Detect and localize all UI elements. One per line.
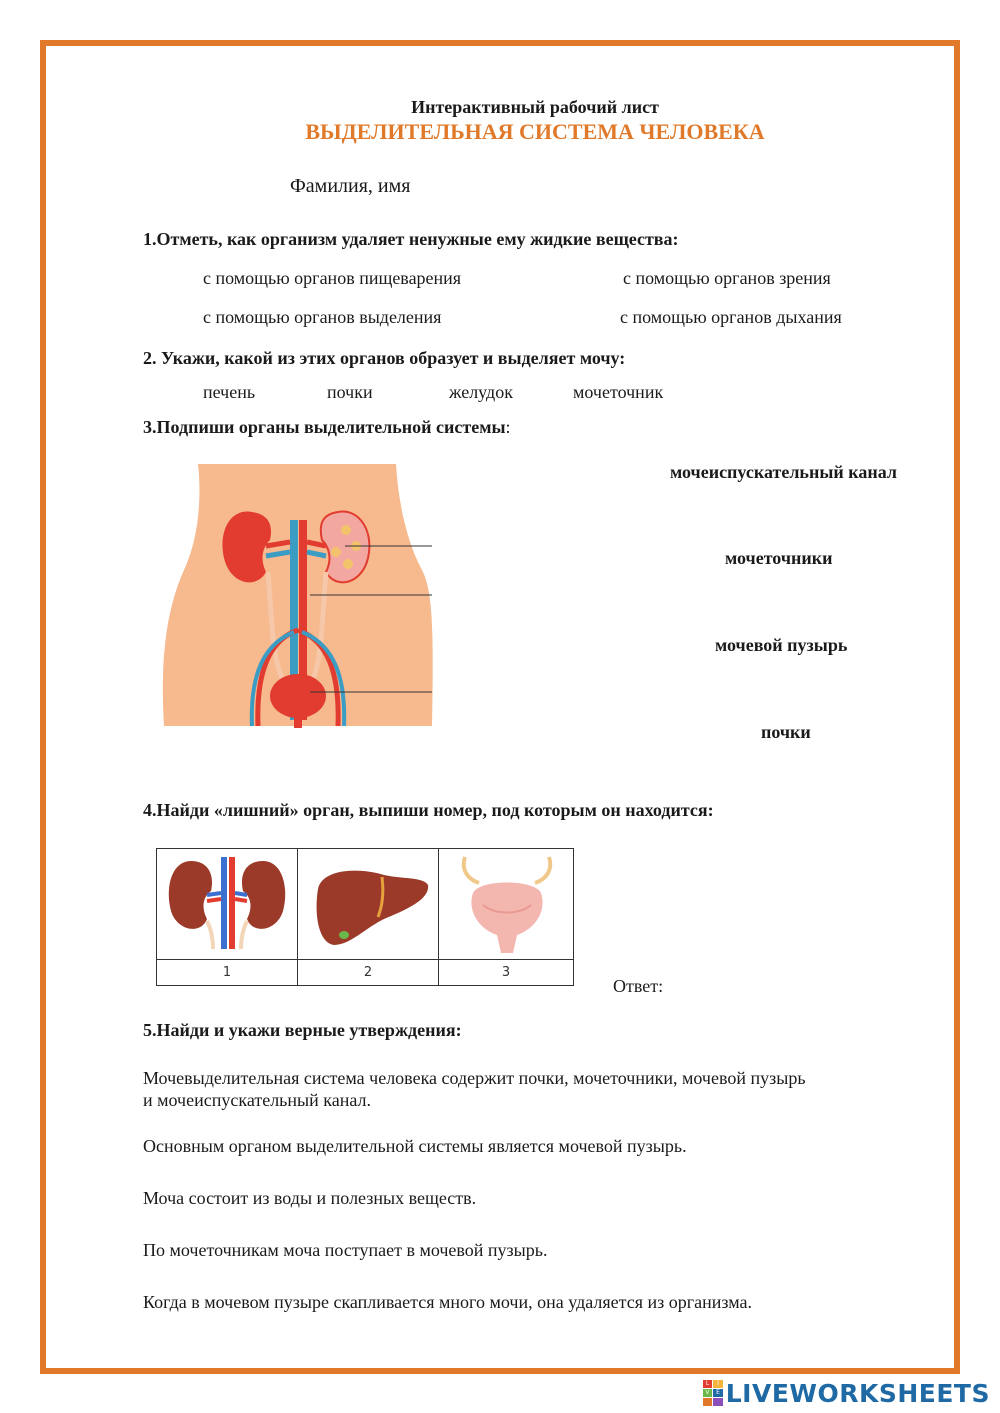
kidneys-image [157, 849, 297, 959]
question-1: 1.Отметь, как организм удаляет ненужные ему жидкие вещества: [143, 229, 679, 249]
organ-cell-liver [298, 849, 439, 959]
statement-5[interactable]: Когда в мочевом пузыре скапливается много мочи, она удаляется из организма. [143, 1292, 752, 1312]
label-urethra[interactable]: мочеиспускательный канал [670, 462, 897, 482]
answer-label: Ответ: [613, 976, 664, 996]
organ-number-row [157, 959, 573, 986]
q1-option-respiration[interactable]: с помощью органов дыхания [620, 307, 842, 327]
q1-option-vision[interactable]: с помощью органов зрения [623, 268, 831, 288]
statement-4[interactable]: По мочеточникам моча поступает в мочевой пузырь. [143, 1240, 548, 1260]
organ-table [156, 848, 574, 986]
q2-option-stomach[interactable]: желудок [449, 382, 513, 402]
q1-option-digestion[interactable]: с помощью органов пищеварения [203, 268, 462, 288]
q2-option-ureter[interactable]: мочеточник [573, 382, 664, 402]
q2-option-liver[interactable]: печень [203, 382, 256, 402]
urinary-system-diagram [160, 460, 440, 730]
organ-number-2[interactable]: 2 [298, 960, 439, 986]
worksheet-subtitle: Интерактивный рабочий лист [411, 97, 659, 117]
worksheet-title: ВЫДЕЛИТЕЛЬНАЯ СИСТЕМА ЧЕЛОВЕКА [305, 119, 765, 144]
statement-1[interactable]: Мочевыделительная система человека содержит почки, мочеточники, мочевой пузырь и мочеиспускательный канал. [143, 1068, 806, 1110]
bladder-image [439, 849, 575, 959]
question-4: 4.Найди «лишний» орган, выпиши номер, под которым он находится: [143, 800, 714, 820]
logo-text: LIVEWORKSHEETS [725, 1378, 990, 1408]
q2-option-kidneys[interactable]: почки [327, 382, 373, 402]
label-bladder[interactable]: мочевой пузырь [715, 635, 848, 655]
name-label: Фамилия, имя [290, 175, 411, 197]
statement-2[interactable]: Основным органом выделительной системы является мочевой пузырь. [143, 1136, 687, 1156]
label-ureters[interactable]: мочеточники [725, 548, 833, 568]
organ-cell-kidneys [157, 849, 298, 959]
q1-option-excretion[interactable]: с помощью органов выделения [203, 307, 442, 327]
logo-mark-icon: L I V E [703, 1380, 723, 1406]
question-5: 5.Найди и укажи верные утверждения: [143, 1020, 462, 1040]
question-3: 3.Подпиши органы выделительной системы: [143, 417, 511, 437]
liver-image [298, 849, 438, 959]
organ-cell-bladder [439, 849, 575, 959]
question-2: 2. Укажи, какой из этих органов образует и выделяет мочу: [143, 348, 626, 368]
statement-3[interactable]: Моча состоит из воды и полезных веществ. [143, 1188, 477, 1208]
label-kidneys[interactable]: почки [761, 722, 811, 742]
organ-number-3[interactable]: 3 [501, 965, 511, 980]
right-kidney-cross-section [321, 512, 370, 583]
organ-number-1[interactable]: 1 [157, 960, 298, 986]
liveworksheets-logo [703, 1378, 990, 1408]
